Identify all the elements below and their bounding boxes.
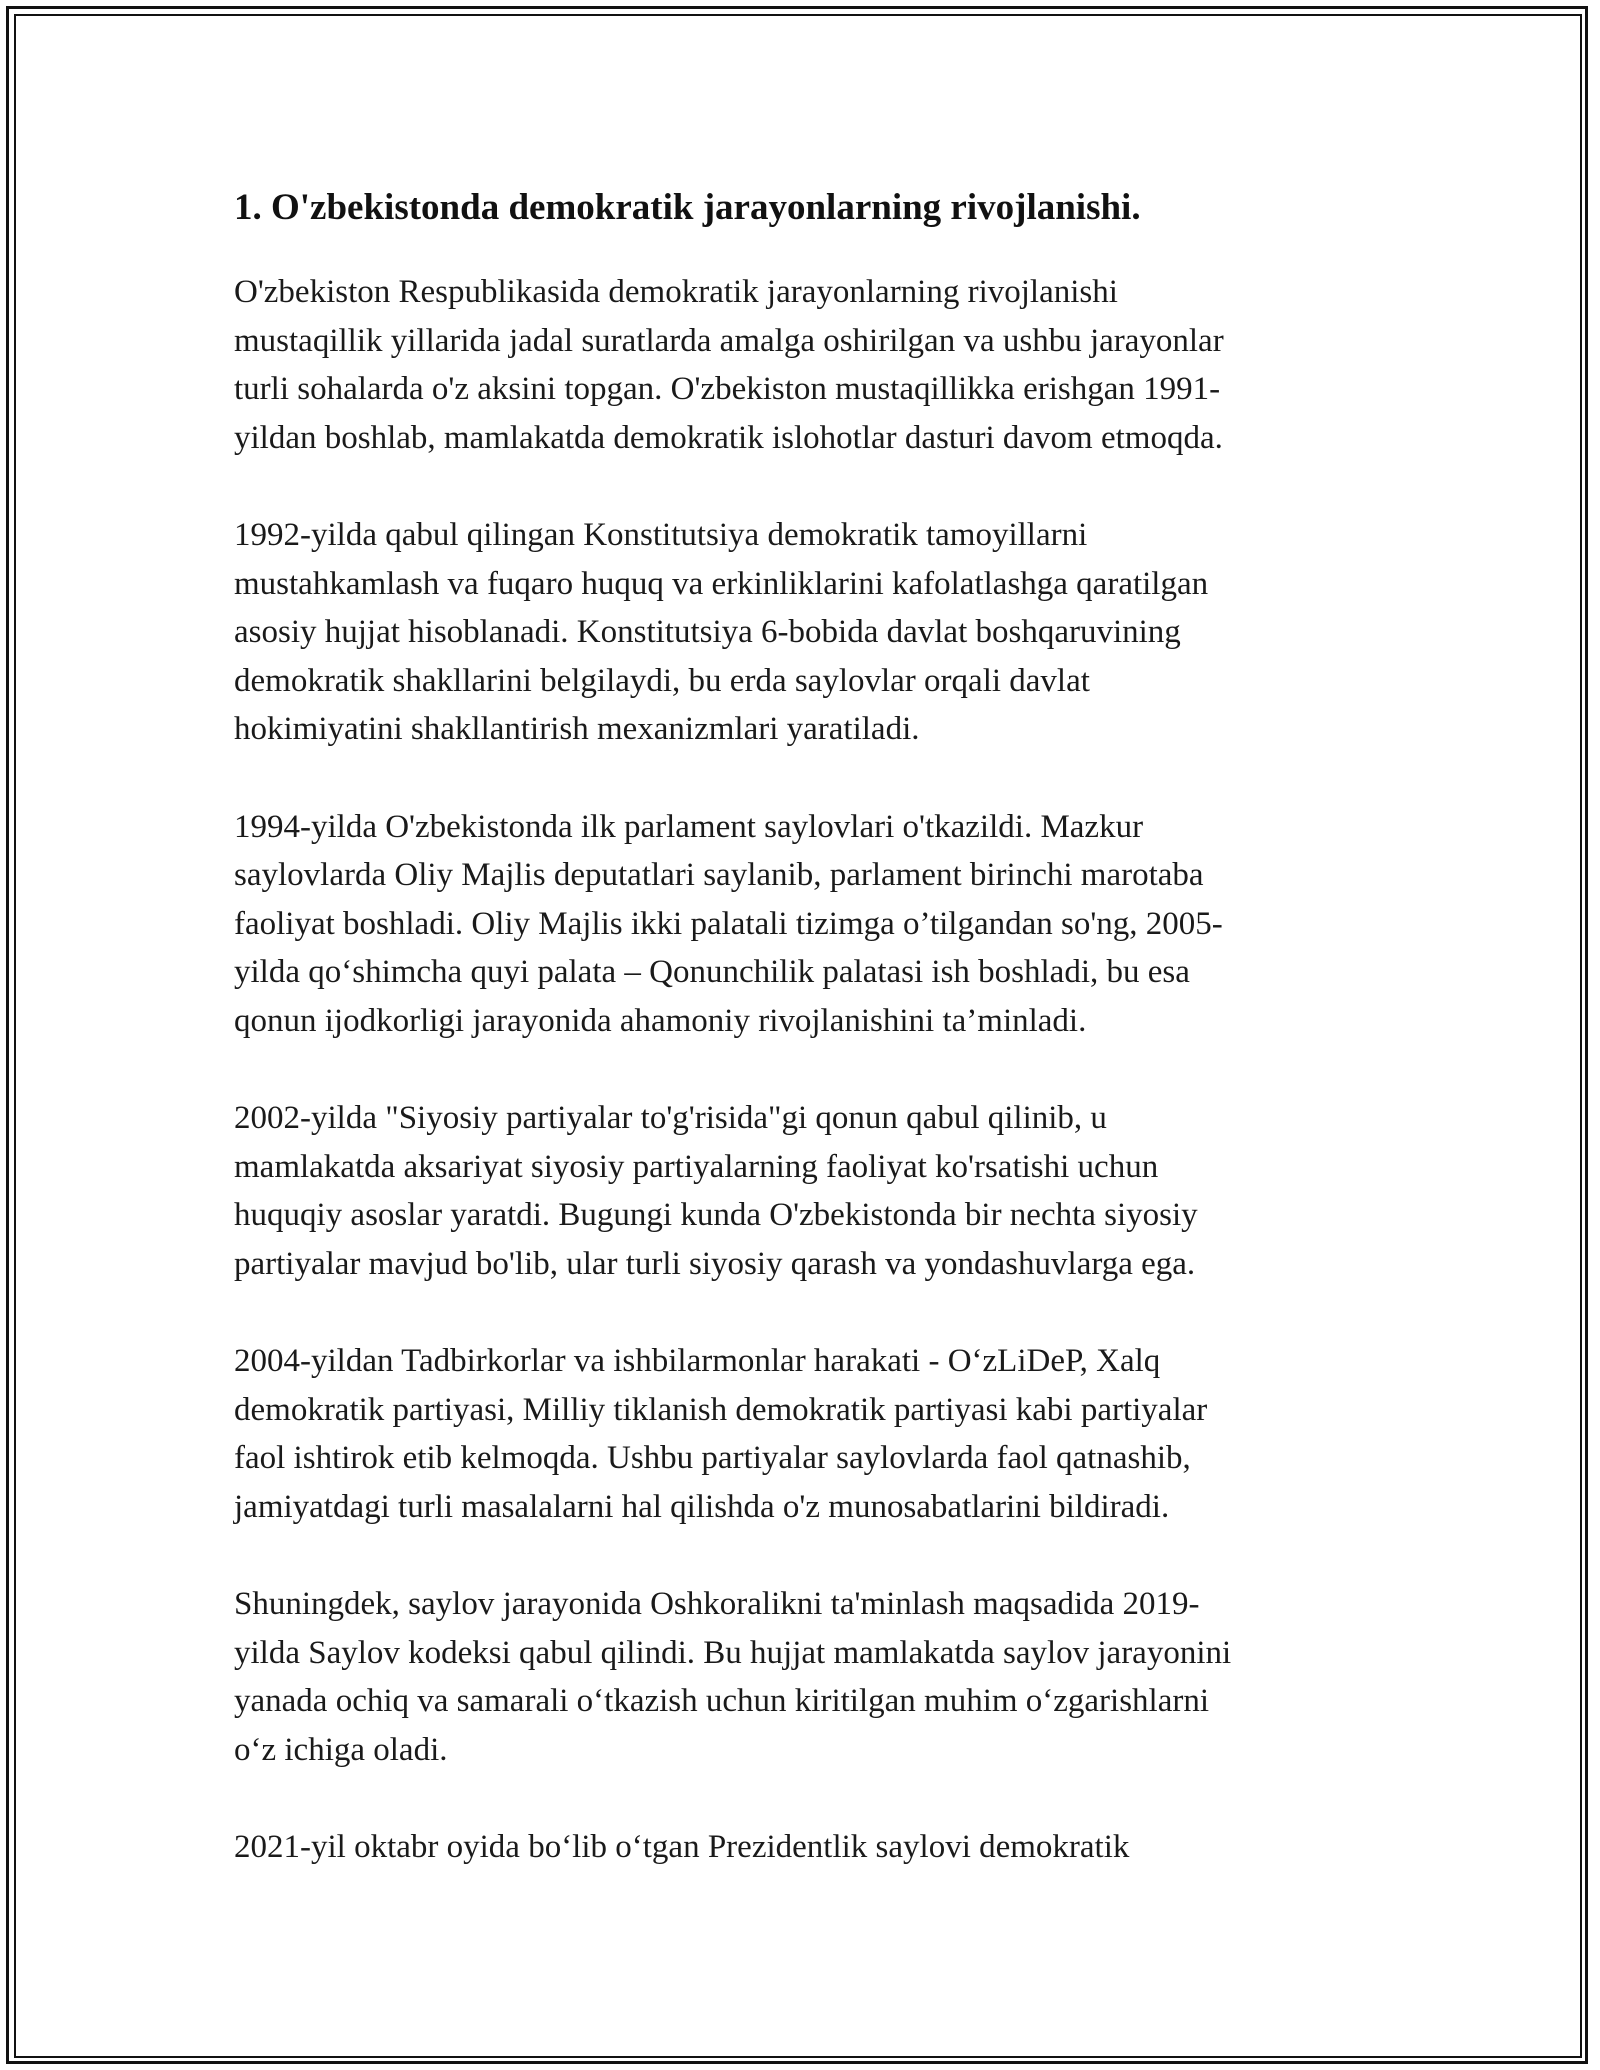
text-line: 2004-yildan Tadbirkorlar va ishbilarmonlar harakati - O‘zLiDeP, Xalq <box>234 1343 1161 1379</box>
paragraph-2 <box>234 511 1364 754</box>
text-line: faoliyat boshladi. Oliy Majlis ikki palatali tizimga o’tilgandan so'ng, 2005- <box>234 905 1223 942</box>
paragraph-3 <box>234 803 1364 1046</box>
paragraph-7 <box>234 1823 1364 1872</box>
text-line: yildan boshlab, mamlakatda demokratik islohotlar dasturi davom etmoqda. <box>234 419 1223 456</box>
text-line: 1992-yilda qabul qilingan Konstitutsiya demokratik tamoyillarni <box>234 517 1088 553</box>
text-line: asosiy hujjat hisoblanadi. Konstitutsiya 6-bobida davlat boshqaruvining <box>234 614 1181 650</box>
text-line: yilda Saylov kodeksi qabul qilindi. Bu hujjat mamlakatda saylov jarayonini <box>234 1634 1232 1671</box>
paragraph-1 <box>234 268 1364 462</box>
text-line: turli sohalarda o'z aksini topgan. O'zbekiston mustaqillikka erishgan 1991- <box>234 371 1221 407</box>
text-line: demokratik partiyasi, Milliy tiklanish demokratik partiyasi kabi partiyalar <box>234 1391 1208 1428</box>
paragraph-6 <box>234 1580 1364 1774</box>
text-line: mustaqillik yillarida jadal suratlarda amalga oshirilgan va ushbu jarayonlar <box>234 322 1224 359</box>
page-title: 1. O'zbekistonda demokratik jarayonlarning rivojlanishi. <box>234 187 1141 228</box>
text-line: Shuningdek, saylov jarayonida Oshkoralikni ta'minlash maqsadida 2019- <box>234 1586 1200 1622</box>
paragraph-4 <box>234 1094 1364 1288</box>
paragraph-5 <box>234 1337 1364 1531</box>
text-line: hokimiyatini shakllantirish mexanizmlari yaratiladi. <box>234 711 920 747</box>
text-line: yanada ochiq va samarali o‘tkazish uchun kiritilgan muhim o‘zgarishlarni <box>234 1683 1210 1719</box>
text-line: jamiyatdagi turli masalalarni hal qilishda o'z munosabatlarini bildiradi. <box>234 1488 1170 1525</box>
text-line: O'zbekiston Respublikasida demokratik jarayonlarning rivojlanishi <box>234 274 1118 310</box>
text-line: mustahkamlash va fuqaro huquq va erkinliklarini kafolatlashga qaratilgan <box>234 565 1209 602</box>
text-line: demokratik shakllarini belgilaydi, bu erda saylovlar orqali davlat <box>234 662 1090 699</box>
document-body <box>234 184 1364 1921</box>
text-line: partiyalar mavjud bo'lib, ular turli siyosiy qarash va yondashuvlarga ega. <box>234 1245 1196 1282</box>
text-line: yilda qo‘shimcha quyi palata – Qonunchilik palatasi ish boshladi, bu esa <box>234 954 1190 990</box>
text-line: o‘z ichiga oladi. <box>234 1731 448 1768</box>
text-line: 1994-yilda O'zbekistonda ilk parlament saylovlari o'tkazildi. Mazkur <box>234 808 1144 845</box>
text-line: saylovlarda Oliy Majlis deputatlari saylanib, parlament birinchi marotaba <box>234 857 1204 893</box>
text-line: faol ishtirok etib kelmoqda. Ushbu partiyalar saylovlarda faol qatnashib, <box>234 1440 1191 1476</box>
text-line: huquqiy asoslar yaratdi. Bugungi kunda O'zbekistonda bir nechta siyosiy <box>234 1197 1198 1233</box>
paragraph-list <box>234 268 1364 1872</box>
text-line: mamlakatda aksariyat siyosiy partiyalarning faoliyat ko'rsatishi uchun <box>234 1148 1159 1185</box>
text-line: qonun ijodkorligi jarayonida ahamoniy rivojlanishini ta’minladi. <box>234 1002 1087 1039</box>
text-line: 2002-yilda "Siyosiy partiyalar to'g'risida"gi qonun qabul qilinib, u <box>234 1100 1107 1136</box>
text-line: 2021-yil oktabr oyida bo‘lib o‘tgan Prezidentlik saylovi demokratik <box>234 1829 1130 1865</box>
